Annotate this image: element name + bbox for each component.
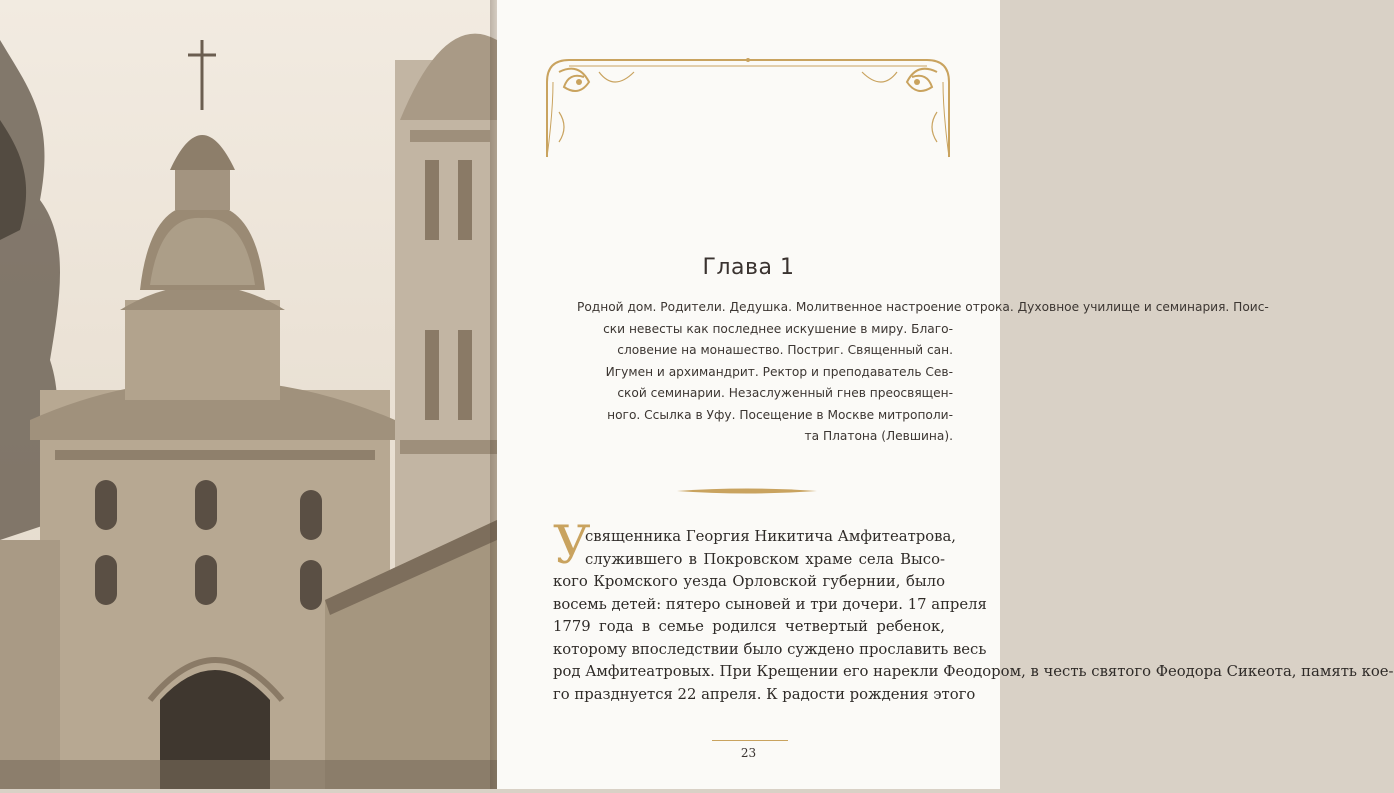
summary-line: Игумен и архимандрит. Ректор и преподаватель Сев- <box>605 364 953 379</box>
page-number: 23 <box>740 746 757 760</box>
summary-line: Родной дом. Родители. Дедушка. Молитвенное настроение отрока. Духовное училище и семинария. Поис- <box>577 300 1269 314</box>
body-line: род Амфитеатровых. При Крещении его нарекли Феодором, в честь святого Феодора Сикеота, память кое- <box>553 663 1394 680</box>
left-page-photo <box>0 0 497 789</box>
page-number-rule <box>712 740 788 741</box>
body-line: которому впоследствии было суждено прославить весь <box>553 640 987 658</box>
summary-line: ски невесты как последнее искушение в миру. Благо- <box>603 321 953 336</box>
body-line: священника Георгия Никитича Амфитеатрова, <box>585 528 956 545</box>
summary-line: ской семинарии. Незаслуженный гнев преосвящен- <box>617 386 953 400</box>
summary-line: словение на монашество. Постриг. Священный сан. <box>617 343 953 357</box>
summary-line: ного. Ссылка в Уфу. Посещение в Москве митрополи- <box>607 407 953 422</box>
ornamental-divider-icon <box>677 486 817 496</box>
body-line: 1779 года в семье родился четвертый ребенок, <box>553 618 945 635</box>
summary-line: та Платона (Левшина). <box>804 429 953 443</box>
ornamental-frame-icon <box>539 52 957 162</box>
right-page <box>497 0 1394 789</box>
body-line: кого Кромского уезда Орловской губернии, было <box>553 573 945 590</box>
body-line: восемь детей: пятеро сыновей и три дочери. 17 апреля <box>553 595 987 613</box>
body-text <box>553 526 1394 706</box>
chapter-title: Глава 1 <box>702 255 795 280</box>
body-line: го празднуется 22 апреля. К радости рождения этого <box>553 685 976 703</box>
chapter-summary <box>577 297 1269 448</box>
drop-cap: У <box>553 516 591 576</box>
body-line: служившего в Покровском храме села Высо- <box>585 550 945 568</box>
church-photo-icon <box>0 0 497 789</box>
